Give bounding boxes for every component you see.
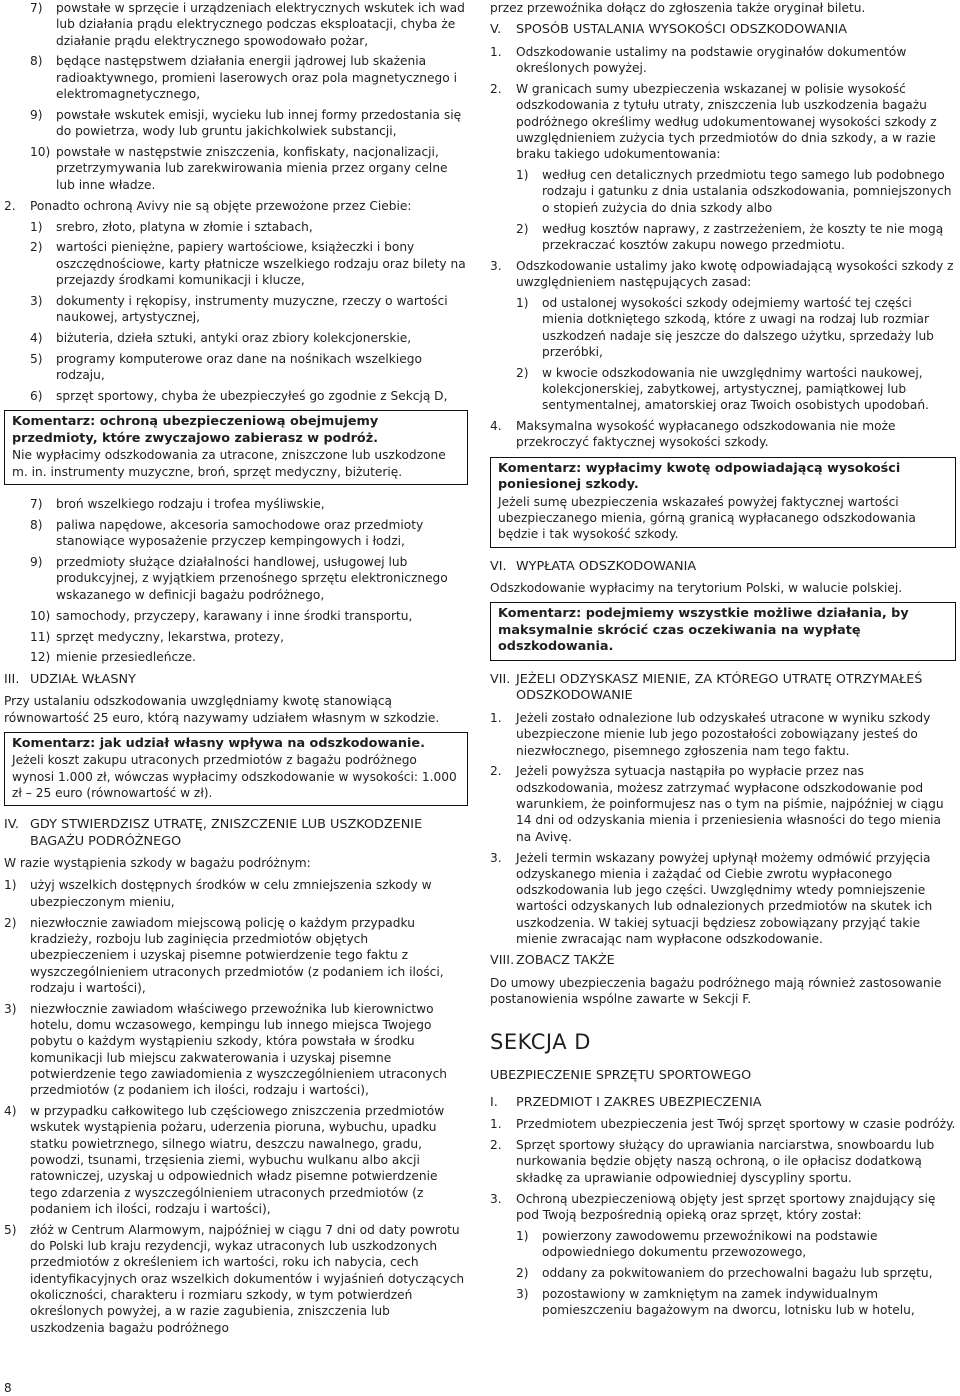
comment-box xyxy=(490,457,956,548)
list-number: 1) xyxy=(516,1228,529,1243)
comment-body: Nie wypłacimy odszkodowania za utracone, zniszczone lub uszkodzone m. in. instrumenty muzyczne, broń, sprzęt medyczny, biżuterię. xyxy=(12,448,446,479)
list-item xyxy=(490,1116,956,1132)
paragraph-text: Maksymalna wysokość wypłacanego odszkodowania nie może przekroczyć faktycznej wysokości szkody. xyxy=(516,419,896,450)
section-heading xyxy=(4,817,468,850)
list-number: 2) xyxy=(516,365,529,380)
list-number: 2. xyxy=(4,198,16,213)
list-number: 3) xyxy=(516,1286,529,1301)
comment-title: Komentarz: podejmiemy wszystkie możliwe działania, by maksymalnie skrócić czas oczekiwania na wypłatę odszkodowania. xyxy=(498,606,909,655)
list-number: 2) xyxy=(516,1265,529,1280)
list-number: 2) xyxy=(516,221,529,236)
numbered-paragraph xyxy=(490,418,956,451)
list-item-text: Jeżeli termin wskazany powyżej upłynął możemy odmówić przyjęcia odzyskanego mienia i zażądać od Ciebie zwrotu wypłaconego odszkodowania lub jego części. Uwzględnimy wtedy pomniejszenie wartości odzyskanych lub odnalezionych przedmiotów na skutek ich uszkodzenia. W takiej sytuacji będziesz zobowiązany przyjąć takie mienie zwracając nam wypłacone odszkodowanie. xyxy=(516,850,933,947)
paragraph-text: Odszkodowanie ustalimy jako kwotę odpowiadającą wysokości szkody z uwzględnieniem następujących zasad: xyxy=(516,258,954,290)
left-column xyxy=(4,0,468,1340)
list-item xyxy=(4,239,468,288)
comment-box xyxy=(490,602,956,661)
list-item-text: programy komputerowe oraz dane na nośnikach wszelkiego rodzaju, xyxy=(56,351,422,383)
list-item xyxy=(4,1222,468,1336)
section-number: V. xyxy=(490,22,502,38)
sub-list xyxy=(490,1228,956,1319)
list-number: 3. xyxy=(490,1191,502,1206)
list-item-text: według kosztów naprawy, z zastrzeżeniem, że koszty te nie mogą przekraczać kosztów zakupu nowego przedmiotu. xyxy=(542,221,944,252)
list-number: 9) xyxy=(30,107,43,122)
list-item xyxy=(4,388,468,404)
list-number: 5) xyxy=(30,351,43,366)
list-number: 4. xyxy=(490,419,502,434)
sub-list xyxy=(490,295,956,414)
paragraph: przez przewoźnika dołącz do zgłoszenia także oryginał biletu. xyxy=(490,1,866,15)
list-item xyxy=(490,167,956,216)
list-item xyxy=(4,554,468,603)
list-number: 1. xyxy=(490,44,502,59)
list-number: 10) xyxy=(30,608,51,623)
section-heading xyxy=(490,22,956,39)
list-item xyxy=(4,330,468,346)
list-item-text: niezwłocznie zawiadom właściwego przewoźnika lub kierownictwo hotelu, domu wczasowego, kempingu lub innego miejsca Twojego pobytu o każdym wystąpieniu szkody, która powstała w środku komunikacji lub miejscu zakwaterowania i uzyskaj pisemne potwierdzenie tego zawiadomienia z wyszczególnieniem utraconych przedmiotów (z podaniem ich ilości, rodzaju i wartości), xyxy=(30,1001,448,1098)
list-number: 4) xyxy=(4,1104,17,1119)
list-item-text: w kwocie odszkodowania nie uwzględnimy wartości naukowej, kolekcjonerskiej, zabytkowej, artystycznej, pamiątkowej lub sentymentalnej, amatorskiej oraz Twoich osobistych upodobań. xyxy=(542,365,929,413)
list-item xyxy=(4,53,468,102)
section-title: UDZIAŁ WŁASNY xyxy=(30,671,136,687)
numbered-paragraph xyxy=(490,81,956,162)
insurance-scope-list xyxy=(490,1116,956,1223)
list-item xyxy=(4,351,468,384)
list-item xyxy=(4,915,468,996)
paragraph: Do umowy ubezpieczenia bagażu podróżnego mają również zastosowanie postanowienia wspólne zawarte w Sekcji F. xyxy=(490,975,942,1007)
list-number: 1) xyxy=(30,219,43,234)
list-item-text: Jeżeli zostało odnalezione lub odzyskałeś utracone w wyniku szkody ubezpieczone mienie lub jego pozostałości zobowiązany jesteś do niezwłocznego, pisemnego zgłoszenia nam tego faktu. xyxy=(516,710,931,758)
list-item xyxy=(490,295,956,360)
section-number: VI. xyxy=(490,558,507,574)
comment-body: Jeżeli koszt zakupu utraconych przedmiotów z bagażu podróżnego wynosi 1.000 zł, wówczas wypłacimy odszkodowanie w wysokości: 1.000 zł – 25 euro (równowartość w zł). xyxy=(12,753,457,800)
section-title: ZOBACZ TAKŻE xyxy=(516,953,615,969)
recovered-property-list xyxy=(490,710,956,947)
list-item xyxy=(4,0,468,49)
list-item-text: sprzęt sportowy, chyba że ubezpieczyłeś go zgodnie z Sekcją D, xyxy=(56,389,448,404)
list-item-text: powstałe w sprzęcie i urządzeniach elektrycznych wskutek ich wad lub działania prądu elektrycznego podczas eksploatacji, chyba że działanie prądu elektrycznego spowodowało pożar, xyxy=(56,1,465,48)
list-item xyxy=(4,608,468,624)
comment-body: Jeżeli sumę ubezpieczenia wskazałeś powyżej faktycznej wartości ubezpieczanego mienia, górną granicą wypłacanego odszkodowania będzie i tak wysokość szkody. xyxy=(498,494,916,542)
list-number: 9) xyxy=(30,555,43,570)
list-item xyxy=(490,221,956,254)
list-item-text: wartości pieniężne, papiery wartościowe, książeczki i bony oszczędnościowe, karty płatnicze wszelkiego rodzaju oraz bilety na przejazdy środkami komunikacji i klucze, xyxy=(56,240,466,288)
section-number: VIII. xyxy=(490,953,515,969)
list-number: 11) xyxy=(30,629,51,644)
paragraph: Odszkodowanie wypłacimy na terytorium Polski, w walucie polskiej. xyxy=(490,581,903,596)
numbered-paragraph xyxy=(490,44,956,77)
comment-box xyxy=(4,410,468,485)
list-item-text: samochody, przyczepy, karawany i inne środki transportu, xyxy=(56,608,413,623)
list-number: 1. xyxy=(490,710,502,725)
list-item xyxy=(490,1228,956,1261)
list-number: 2. xyxy=(490,764,502,779)
list-number: 7) xyxy=(30,497,43,512)
list-item-text: Ochroną ubezpieczeniową objęty jest sprzęt sportowy znajdujący się pod Twoją bezpośrednią opieką oraz sprzęt, który został: xyxy=(516,1191,936,1222)
list-number: 2) xyxy=(4,915,17,930)
paragraph: W razie wystąpienia szkody w bagażu podróżnym: xyxy=(4,856,311,871)
list-item-text: powierzony zawodowemu przewoźnikowi na podstawie odpowiedniego dokumentu przewozowego, xyxy=(542,1228,878,1260)
section-number: I. xyxy=(490,1094,498,1110)
paragraph-text: Odszkodowanie ustalimy na podstawie oryginałów dokumentów określonych powyżej. xyxy=(516,44,907,76)
list-item-text: sprzęt medyczny, lekarstwa, protezy, xyxy=(56,629,284,644)
list-item-text: Sprzęt sportowy służący do uprawiania narciarstwa, snowboardu lub nurkowania będzie objęty naszą ochroną, o ile opłacisz dodatkową składkę za uprawianie odpowiedniej dyscypliny sportu. xyxy=(516,1138,935,1185)
comment-title: Komentarz: jak udział własny wpływa na odszkodowanie. xyxy=(12,735,425,751)
page-number: 8 xyxy=(4,1381,12,1395)
exclusions-point-2 xyxy=(4,198,468,214)
list-item xyxy=(490,763,956,844)
list-item xyxy=(4,517,468,550)
list-item xyxy=(4,877,468,910)
list-item-text: niezwłocznie zawiadom miejscową policję o każdym przypadku kradzieży, rozboju lub zaginięcia przedmiotów objętych ubezpieczeniem i uzyskaj pisemne potwierdzenie tego faktu z wyszczególnieniem utraconych przedmiotów (z podaniem ich ilości, rodzaju i wartości), xyxy=(30,915,444,995)
list-item xyxy=(490,1286,956,1319)
section-number: VII. xyxy=(490,671,511,687)
list-item xyxy=(490,365,956,414)
exclusions-list-continued xyxy=(4,0,468,193)
list-number: 12) xyxy=(30,650,51,665)
section-d-subtitle: UBEZPIECZENIE SPRZĘTU SPORTOWEGO xyxy=(490,1068,752,1084)
list-item xyxy=(4,144,468,193)
list-number: 5) xyxy=(4,1222,17,1237)
list-item xyxy=(4,629,468,645)
list-item-text: paliwa napędowe, akcesoria samochodowe oraz przedmioty stanowiące wyposażenie przyczep kempingowych i łodzi, xyxy=(56,517,424,549)
list-number: 8) xyxy=(30,54,43,69)
list-number: 3) xyxy=(30,293,43,308)
list-number: 3. xyxy=(490,850,502,865)
list-item-text: mienie przesiedleńcze. xyxy=(56,650,196,665)
list-item-text: pozostawiony w zamkniętym na zamek indywidualnym pomieszczeniu bagażowym na dworcu, lotnisku lub w hotelu, xyxy=(542,1286,915,1318)
damage-procedure-list xyxy=(4,877,468,1335)
list-number: 2) xyxy=(30,240,43,255)
paragraph-text: Ponadto ochroną Avivy nie są objęte przewożone przez Ciebie: xyxy=(30,198,412,213)
list-number: 10) xyxy=(30,145,51,160)
list-item-text: srebro, złoto, platyna w złomie i sztabach, xyxy=(56,219,313,234)
list-number: 1) xyxy=(516,295,529,310)
list-number: 8) xyxy=(30,517,43,532)
list-number: 2. xyxy=(490,81,502,96)
list-item-text: w przypadku całkowitego lub częściowego zniszczenia przedmiotów wskutek wystąpienia pożaru, uderzenia pioruna, wybuchu, upadku statku powietrznego, silnego wiatru, deszczu nawalnego, gradu, powodzi, tsunami, trzęsienia ziemi, wybuchu wulkanu albo akcji ratowniczej, uzyskaj u odpowiednich władz pisemne potwierdzenie tego zdarzenia z wyszczególnieniem utraconych przedmiotów (z podaniem ich ilości, rodzaju i wartości), xyxy=(30,1104,445,1216)
list-item-text: oddany za pokwitowaniem do przechowalni bagażu lub sprzętu, xyxy=(542,1265,933,1280)
list-item-text: Jeżeli powyższa sytuacja nastąpiła po wypłacie przez nas odszkodowania, możesz zatrzymać wypłacone odszkodowanie pod warunkiem, że poinformujesz nas o tym na piśmie, najpóźniej w ciągu 14 dni od odzyskania mienia i przeniesienia własności do tego mienia na Avivę. xyxy=(516,764,944,844)
section-title: PRZEDMIOT I ZAKRES UBEZPIECZENIA xyxy=(516,1094,762,1110)
list-item xyxy=(4,107,468,140)
list-item-text: złóż w Centrum Alarmowym, najpóźniej w ciągu 7 dni od daty powrotu do Polski lub kraju rezydencji, wykaz utraconych lub uszkodzonych przedmiotów z określeniem ich wartości, roku ich nabycia, cech identyfikacyjnych oraz wszelkich dokumentów i wyjaśnień dotyczących okoliczności, charakteru i rozmiaru szkody, w tym potwierdzeń określonych powyżej, a w razie zagubienia, zniszczenia lub uszkodzenia bagażu podróżnego xyxy=(30,1222,465,1335)
list-item-text: użyj wszelkich dostępnych środków w celu zmniejszenia szkody w ubezpieczonym mieniu, xyxy=(30,878,432,909)
list-item xyxy=(4,293,468,326)
list-item-text: Przedmiotem ubezpieczenia jest Twój sprzęt sportowy w czasie podróży. xyxy=(516,1117,956,1132)
section-heading xyxy=(490,672,956,705)
list-item xyxy=(4,496,468,512)
list-item-text: powstałe wskutek emisji, wycieku lub innej formy przedostania się do powietrza, wody lub gruntu jakichkolwiek substancji, xyxy=(56,107,462,139)
comment-title: Komentarz: wypłacimy kwotę odpowiadającą wysokości poniesionej szkody. xyxy=(498,460,901,493)
list-item xyxy=(4,1001,468,1099)
list-number: 3) xyxy=(4,1001,17,1016)
list-item xyxy=(4,219,468,235)
list-item xyxy=(490,1265,956,1281)
section-title: SPOSÓB USTALANIA WYSOKOŚCI ODSZKODOWANIA xyxy=(516,22,848,38)
list-number: 1) xyxy=(4,878,17,893)
right-column xyxy=(490,0,956,1323)
section-heading xyxy=(490,953,956,970)
list-number: 7) xyxy=(30,1,43,15)
section-heading xyxy=(4,672,468,689)
list-item-text: biżuteria, dzieła sztuki, antyki oraz zbiory kolekcjonerskie, xyxy=(56,331,412,346)
list-item xyxy=(4,649,468,665)
section-heading xyxy=(490,1095,956,1112)
comment-box xyxy=(4,732,468,806)
paragraph-text: W granicach sumy ubezpieczenia wskazanej w polisie wysokość odszkodowania z tytułu utraty, zniszczenia lub uszkodzenia bagażu podróżnego określimy według udokumentowanej wysokości szkody z uwzględnieniem zużycia tych przedmiotów do dnia szkody, a w razie braku takiego udokumentowania: xyxy=(516,81,937,162)
sub-list xyxy=(490,167,956,253)
numbered-paragraph xyxy=(490,258,956,291)
list-item-text: przedmioty służące działalności handlowej, usługowej lub produkcyjnej, z wyjątkiem przenośnego sprzętu elektronicznego wskazanego w definicji bagażu podróżnego, xyxy=(56,555,448,602)
list-number: 6) xyxy=(30,389,43,404)
list-item-text: według cen detalicznych przedmiotu tego samego lub podobnego rodzaju i gatunku z dnia ustalania odszkodowania, pomniejszonych o stopień zużycia do dnia szkody albo xyxy=(542,168,952,215)
section-number: IV. xyxy=(4,817,19,833)
list-number: 1. xyxy=(490,1117,502,1132)
list-item xyxy=(490,1191,956,1224)
list-number: 2. xyxy=(490,1138,502,1153)
list-item xyxy=(490,850,956,948)
list-item xyxy=(490,710,956,759)
excluded-items-list-continued xyxy=(4,496,468,666)
section-number: III. xyxy=(4,671,20,687)
list-number: 1) xyxy=(516,168,529,183)
excluded-items-list xyxy=(4,219,468,405)
list-item-text: od ustalonej wysokości szkody odejmiemy wartość tej części mienia dotkniętego szkodą, które z uwagi na rodzaj lub rozmiar uszkodzeń nadaje się jeszcze do dalszego użytku, sprzedaży lub przeróbki, xyxy=(542,295,934,359)
section-title: JEŻELI ODZYSKASZ MIENIE, ZA KTÓREGO UTRATĘ OTRZYMAŁEŚ ODSZKODOWANIE xyxy=(516,671,923,704)
list-item-text: powstałe w następstwie zniszczenia, konfiskaty, nacjonalizacji, przetrzymywania lub zarekwirowania mienia przez organy celne lub inne władze. xyxy=(56,145,448,192)
list-number: 3. xyxy=(490,258,502,273)
section-heading xyxy=(490,559,956,576)
list-item-text: dokumenty i rękopisy, instrumenty muzyczne, rzeczy o wartości naukowej, artystycznej, xyxy=(56,293,448,325)
comment-title: Komentarz: ochroną ubezpieczeniową obejmujemy przedmioty, które zwyczajowo zabierasz w podróż. xyxy=(12,414,379,446)
paragraph: Przy ustalaniu odszkodowania uwzględniamy kwotę stanowiącą równowartość 25 euro, którą nazywamy udziałem własnym w szkodzie. xyxy=(4,694,440,725)
list-item-text: będące następstwem działania energii jądrowej lub skażenia radioaktywnego, promieni laserowych oraz pola magnetycznego i elektromagnetycznego, xyxy=(56,54,457,102)
list-item xyxy=(490,1137,956,1186)
list-number: 4) xyxy=(30,331,43,346)
list-item xyxy=(4,1103,468,1217)
section-title: GDY STWIERDZISZ UTRATĘ, ZNISZCZENIE LUB USZKODZENIE BAGAŻU PODRÓŻNEGO xyxy=(30,817,423,849)
section-d-title: SEKCJA D xyxy=(490,1030,591,1055)
section-title: WYPŁATA ODSZKODOWANIA xyxy=(516,558,697,574)
list-item-text: broń wszelkiego rodzaju i trofea myśliwskie, xyxy=(56,497,325,512)
